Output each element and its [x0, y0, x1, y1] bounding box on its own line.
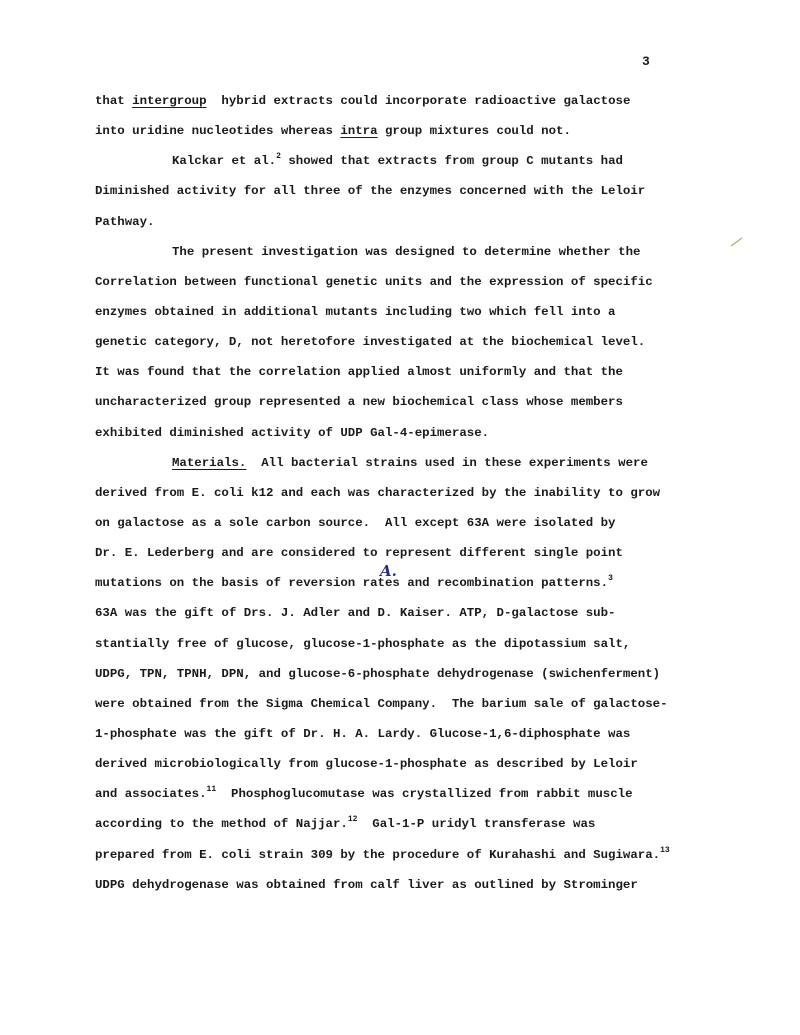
text-line: were obtained from the Sigma Chemical Company. The barium sale of galactose-	[95, 696, 668, 711]
text-line	[95, 814, 735, 844]
text-line: derived microbiologically from glucose-1-phosphate as described by Leloir	[95, 757, 638, 772]
footnote-ref: 13	[660, 845, 670, 855]
text-line: Correlation between functional genetic units and the expression of specific	[95, 274, 653, 289]
text-line: uncharacterized group represented a new biochemical class whose members	[95, 395, 623, 410]
text-line: genetic category, D, not heretofore investigated at the biochemical level.	[95, 335, 646, 350]
text-line: UDPG dehydrogenase was obtained from calf liver as outlined by Strominger	[95, 877, 638, 892]
underlined-word: intergroup	[132, 94, 207, 108]
text-line: Pathway.	[95, 214, 155, 229]
text-line: Diminished activity for all three of the enzymes concerned with the Leloir	[95, 184, 646, 199]
text-line: stantially free of glucose, glucose-1-phosphate as the dipotassium salt,	[95, 636, 631, 651]
text-line: It was found that the correlation applied almost uniformly and that the	[95, 365, 623, 380]
footnote-ref: 11	[206, 785, 217, 795]
footnote-ref: 12	[347, 815, 358, 825]
text-line	[95, 91, 735, 121]
text-line	[95, 573, 735, 603]
document-body	[95, 91, 735, 905]
text-line: on galactose as a sole carbon source. All except 63A were isolated by	[95, 515, 616, 530]
text-line: UDPG, TPN, TPNH, DPN, and glucose-6-phosphate dehydrogenase (swichenferment)	[95, 666, 661, 681]
section-heading: Materials.	[172, 455, 247, 470]
text-span: according to the method of Najjar.	[95, 817, 348, 832]
text-line: 63A was the gift of Drs. J. Adler and D. Kaiser. ATP, D-galactose sub-	[95, 606, 616, 621]
text-line	[95, 121, 735, 151]
text-line	[95, 845, 735, 875]
handwritten-annotation: A.	[380, 562, 397, 580]
text-span: All bacterial strains used in these experiments were	[246, 455, 648, 470]
text-line: derived from E. coli k12 and each was characterized by the inability to grow	[95, 485, 661, 500]
text-span: prepared from E. coli strain 309 by the procedure of Kurahashi and Sugiwara.	[95, 847, 661, 862]
text-span: Kalckar et al.	[172, 154, 277, 169]
text-span: Gal-1-P uridyl transferase was	[357, 817, 596, 832]
text-span: into uridine nucleotides whereas	[95, 124, 341, 139]
text-span: mutations on the basis of reversion rates and recombination patterns.	[95, 576, 609, 591]
text-span: hybrid extracts could incorporate radioactive galactose	[206, 94, 631, 108]
text-line: exhibited diminished activity of UDP Gal-4-epimerase.	[95, 425, 490, 440]
footnote-ref: 3	[608, 574, 613, 584]
underlined-word: intra	[340, 124, 378, 139]
text-span: group mixtures could not.	[377, 124, 571, 139]
text-line: The present investigation was designed to determine whether the	[172, 244, 641, 259]
page-number: 3	[642, 54, 650, 69]
text-line: Dr. E. Lederberg and are considered to represent different single point	[95, 546, 623, 561]
text-line	[95, 784, 735, 814]
text-span: showed that extracts from group C mutants had	[280, 154, 623, 169]
text-span: Phosphoglucomutase was crystallized from rabbit muscle	[216, 787, 633, 802]
text-span: that	[95, 94, 133, 108]
text-span: and associates.	[95, 787, 207, 802]
text-line	[95, 151, 735, 181]
text-line: enzymes obtained in additional mutants including two which fell into a	[95, 304, 616, 319]
text-line	[95, 453, 735, 483]
footnote-ref: 2	[276, 152, 281, 162]
text-line: 1-phosphate was the gift of Dr. H. A. Lardy. Glucose-1,6-diphosphate was	[95, 726, 631, 741]
